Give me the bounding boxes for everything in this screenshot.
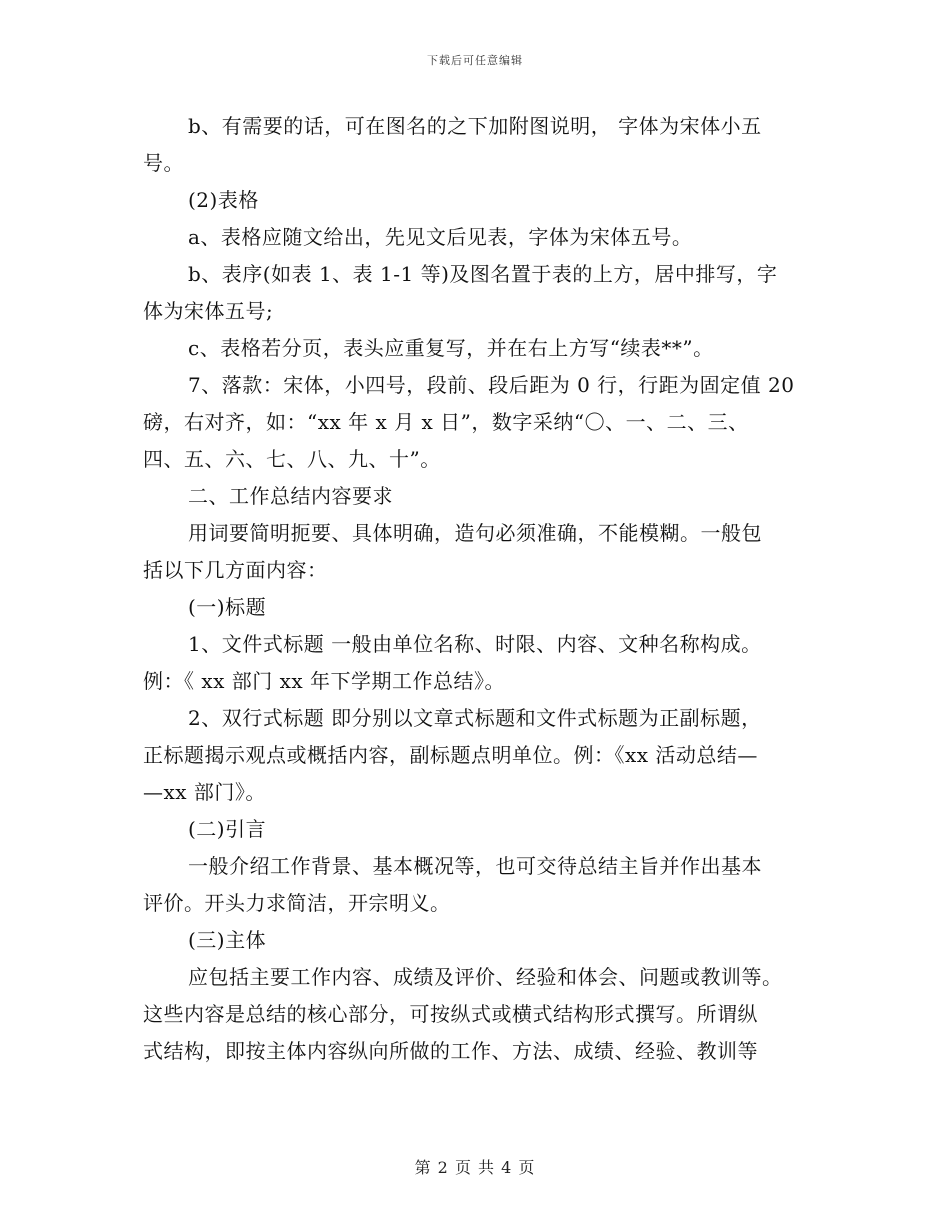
paragraph-line: 号。 (143, 151, 184, 175)
paragraph-line: 2、双行式标题 即分别以文章式标题和文件式标题为正副标题， (188, 706, 762, 730)
paragraph-line: 磅，右对齐，如：“xx 年 x 月 x 日”，数字采纳“〇、一、二、三、 (143, 410, 749, 434)
paragraph-line: 正标题揭示观点或概括内容，副标题点明单位。例：《xx 活动总结— (143, 743, 758, 767)
paragraph-line: 括以下几方面内容： (143, 558, 328, 582)
paragraph-line: c、表格若分页，表头应重复写，并在右上方写“续表**”。 (188, 336, 714, 360)
paragraph-line: 用词要简明扼要、具体明确，造句必须准确，不能模糊。一般包 (188, 521, 762, 545)
paragraph-line: —xx 部门》。 (143, 780, 266, 804)
document-body (143, 108, 808, 1070)
section-heading: (三)主体 (188, 928, 267, 952)
paragraph-line: 7、落款：宋体，小四号，段前、段后距为 0 行，行距为固定值 20 (188, 373, 795, 397)
paragraph-line: 四、五、六、七、八、九、十”。 (143, 447, 441, 471)
paragraph-line: 1、文件式标题 一般由单位名称、时限、内容、文种名称构成。 (188, 632, 762, 656)
paragraph-line: a、表格应随文给出，先见文后见表，字体为宋体五号。 (188, 225, 693, 249)
page-footer: 第 2 页 共 4 页 (414, 1158, 536, 1177)
paragraph-line: 一般介绍工作背景、基本概况等，也可交待总结主旨并作出基本 (188, 854, 762, 878)
paragraph-line: 评价。开头力求简洁，开宗明义。 (143, 891, 451, 915)
paragraph-line: b、表序(如表 1、表 1-1 等)及图名置于表的上方，居中排写，字 (188, 262, 778, 286)
paragraph-line: 例：《 xx 部门 xx 年下学期工作总结》。 (143, 669, 506, 693)
paragraph-line: 体为宋体五号; (143, 299, 274, 323)
section-heading: 二、工作总结内容要求 (188, 484, 393, 508)
paragraph-line: 应包括主要工作内容、成绩及评价、经验和体会、问题或教训等。 (188, 965, 783, 989)
paragraph-line: 式结构，即按主体内容纵向所做的工作、方法、成绩、经验、教训等 (143, 1039, 758, 1063)
section-heading: (二)引言 (188, 817, 267, 841)
paragraph-line: b、有需要的话，可在图名的之下加附图说明， 字体为宋体小五 (188, 114, 762, 138)
section-heading: (一)标题 (188, 595, 267, 619)
paragraph-line: 这些内容是总结的核心部分，可按纵式或横式结构形式撰写。所谓纵 (143, 1002, 758, 1026)
section-heading: (2)表格 (188, 188, 259, 212)
page-header: 下载后可任意编辑 (427, 54, 523, 67)
